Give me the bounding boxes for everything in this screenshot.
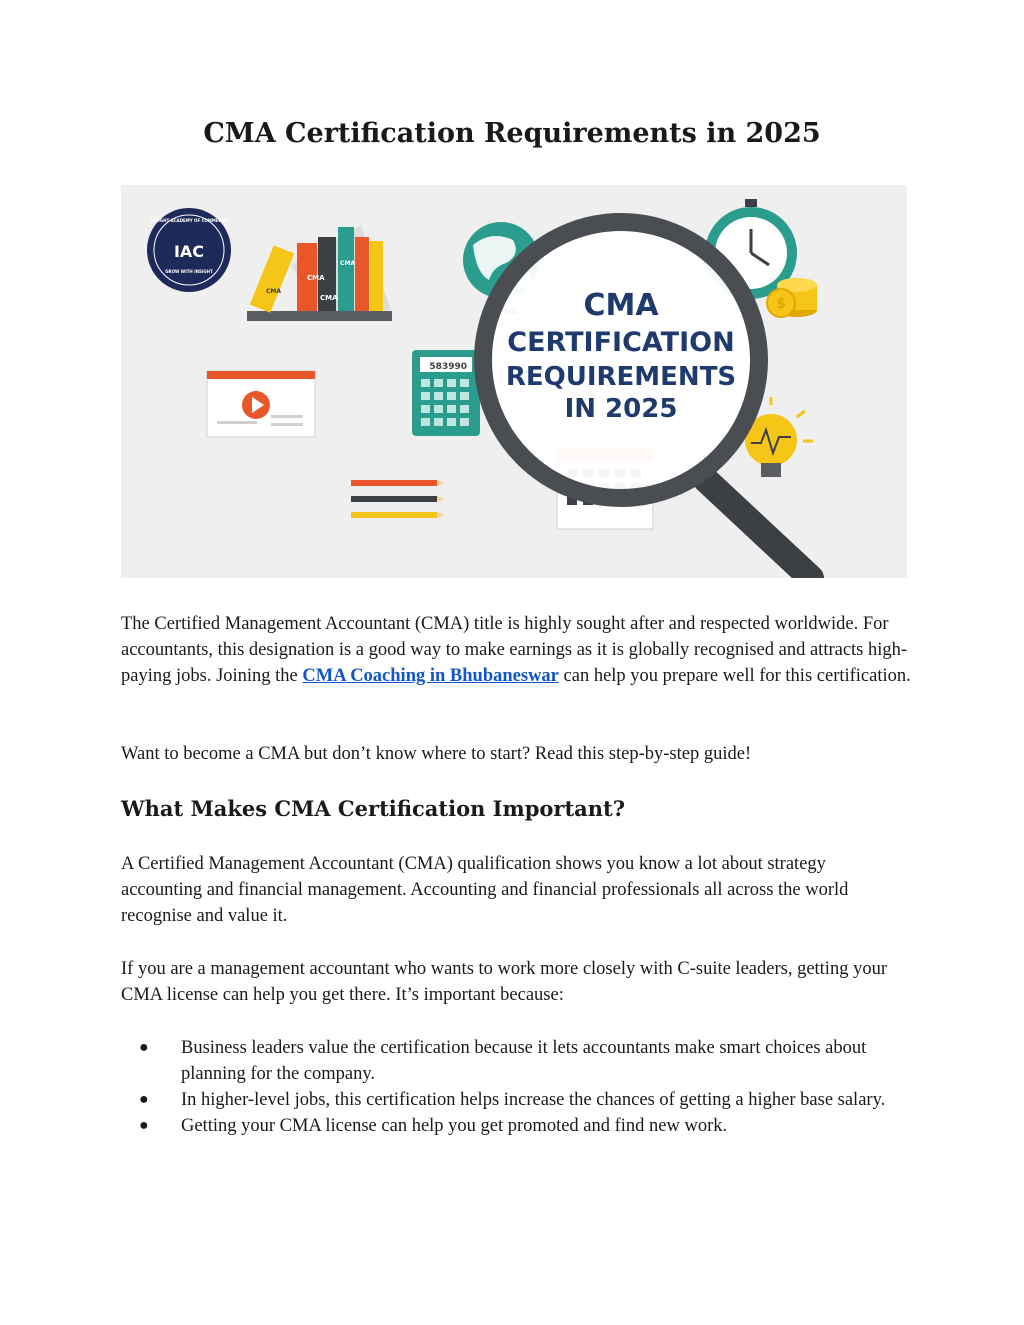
section-paragraph: A Certified Management Accountant (CMA) qualification shows you know a lot about strategy accounting and financial management. Accounting and financial professionals all across the world recognise and value it.: [121, 854, 849, 926]
intro-text: The Certified Management Accountant (CMA) title is highly sought after and respected worldwide. For accountants, this designation is a good way to make earnings as it is globally recognised and attracts high-paying jobs. Joining the: [121, 614, 908, 686]
list-item: [121, 1113, 911, 1139]
list-item: [121, 1035, 911, 1087]
guide-line: Want to become a CMA but don’t know where to start? Read this step-by-step guide!: [121, 744, 752, 764]
page-title: CMA Certification Requirements in 2025: [203, 118, 821, 149]
lens-line: CERTIFICATION: [507, 327, 735, 358]
importance-list: [121, 1035, 911, 1139]
academy-logo: [147, 208, 231, 292]
logo-tagline: GROW WITH INSIGHT: [165, 269, 213, 274]
list-item-text: Getting your CMA license can help you get promoted and find new work.: [181, 1116, 728, 1136]
list-item-text: In higher-level jobs, this certification helps increase the chances of getting a higher base salary.: [181, 1090, 886, 1110]
intro-text-end: can help you prepare well for this certification.: [558, 666, 911, 686]
book-label: CMA: [340, 260, 356, 267]
calculator-icon: [412, 350, 480, 436]
pencils-icon: [351, 480, 445, 518]
book-label: CMA: [307, 274, 325, 282]
book-label: CMA: [266, 288, 282, 295]
logo-text: IAC: [173, 242, 205, 261]
list-item: [121, 1087, 911, 1113]
section-heading: What Makes CMA Certification Important?: [121, 796, 626, 821]
bullet-icon: ●: [139, 1117, 149, 1134]
bullet-icon: ●: [139, 1039, 149, 1056]
calculator-display: 583990: [429, 362, 467, 372]
lens-line: IN 2025: [564, 394, 678, 424]
bullet-icon: ●: [139, 1091, 149, 1108]
hero-illustration: [121, 185, 907, 578]
video-player-icon: [207, 371, 315, 437]
bookshelf-icon: [247, 225, 392, 321]
list-item-text: Business leaders value the certification because it lets accountants make smart choices about planning for the company.: [181, 1038, 867, 1084]
svg-text:$: $: [776, 296, 786, 312]
logo-ring-text: INSIGHT ACADEMY OF COMMERCE: [150, 218, 228, 223]
lens-line: REQUIREMENTS: [505, 362, 737, 392]
section-paragraph: If you are a management accountant who wants to work more closely with C-suite leaders, getting your CMA license can help you get there. It’s important because:: [121, 959, 887, 1005]
cma-coaching-link[interactable]: CMA Coaching in Bhubaneswar: [302, 666, 559, 686]
book-label: CMA: [320, 294, 338, 302]
hero-image: [121, 185, 907, 578]
lens-line: CMA: [583, 288, 659, 323]
intro-paragraph: [121, 611, 911, 689]
